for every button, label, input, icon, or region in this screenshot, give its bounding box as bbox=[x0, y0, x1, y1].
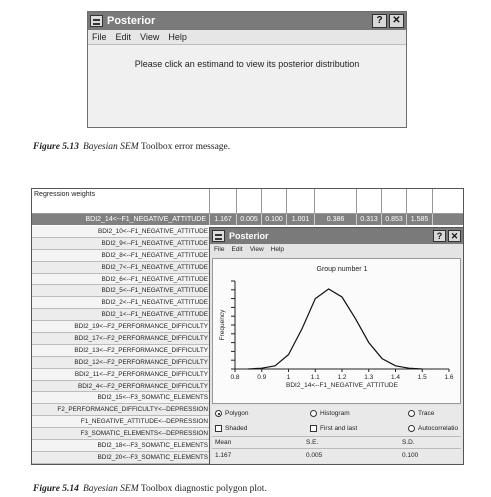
caption-italic: Bayesian SEM bbox=[82, 142, 139, 152]
caption-fig-5-13 bbox=[33, 142, 230, 152]
shaded-checkbox[interactable] bbox=[215, 425, 222, 432]
selected-row[interactable] bbox=[32, 214, 463, 225]
table-row[interactable]: BDI2_15<--F3_SOMATIC_ELEMENTS bbox=[32, 392, 210, 404]
table-row[interactable]: BDI2_20<--F3_SOMATIC_ELEMENTS bbox=[32, 452, 210, 464]
x-tick-label: 1.1 bbox=[310, 374, 320, 381]
trace-radio[interactable] bbox=[408, 410, 415, 417]
menu-help[interactable]: Help bbox=[168, 32, 187, 42]
trace-option[interactable] bbox=[408, 410, 434, 417]
polygon-option[interactable] bbox=[215, 410, 249, 417]
options-panel bbox=[212, 406, 461, 463]
polygon-series-line bbox=[248, 289, 422, 369]
x-tick-label: 1.4 bbox=[390, 374, 401, 381]
chart-title: Group number 1 bbox=[316, 266, 368, 273]
cell-mean: 1.167 bbox=[210, 214, 237, 225]
table-row[interactable]: BDI2_5<--F1_NEGATIVE_ATTITUDE bbox=[32, 285, 210, 297]
table-row[interactable]: BDI2_19<--F2_PERFORMANCE_DIFFICULTY bbox=[32, 321, 210, 333]
app-icon bbox=[90, 15, 103, 27]
help-button[interactable]: ? bbox=[433, 230, 446, 242]
table-row[interactable]: F3_SOMATIC_ELEMENTS<--DEPRESSION bbox=[32, 428, 210, 440]
autocorrelation-option[interactable] bbox=[408, 425, 458, 432]
polygon-radio[interactable] bbox=[215, 410, 222, 417]
x-tick-label: 0.9 bbox=[257, 374, 267, 381]
shaded-option[interactable] bbox=[215, 425, 247, 432]
table-row[interactable]: BDI2_1<--F1_NEGATIVE_ATTITUDE bbox=[32, 309, 210, 321]
table-row[interactable]: BDI2_7<--F1_NEGATIVE_ATTITUDE bbox=[32, 262, 210, 274]
shaded-label: Shaded bbox=[225, 425, 248, 432]
sd-label: S.D. bbox=[402, 439, 415, 446]
mean-value: 1.167 bbox=[215, 452, 232, 459]
menu-edit[interactable]: Edit bbox=[115, 32, 132, 42]
histogram-radio[interactable] bbox=[310, 410, 317, 417]
help-button[interactable]: ? bbox=[372, 14, 387, 28]
divider bbox=[212, 436, 461, 437]
caption-text: Toolbox error message. bbox=[140, 142, 231, 152]
x-tick-label: 1 bbox=[286, 374, 291, 381]
divider bbox=[212, 448, 461, 449]
autocorrelation-label: Autocorrelatio bbox=[418, 425, 459, 432]
table-row[interactable]: BDI2_13<--F2_PERFORMANCE_DIFFICULTY bbox=[32, 345, 210, 357]
trace-label: Trace bbox=[418, 410, 435, 417]
menu-bar bbox=[88, 30, 406, 45]
menu-file[interactable]: File bbox=[92, 32, 107, 42]
title-bar bbox=[210, 228, 463, 244]
histogram-label: Histogram bbox=[320, 410, 350, 417]
histogram-option[interactable] bbox=[310, 410, 350, 417]
x-axis-label: BDI2_14<--F1_NEGATIVE_ATTITUDE bbox=[286, 382, 398, 389]
table-row[interactable]: BDI2_11<--F2_PERFORMANCE_DIFFICULTY bbox=[32, 369, 210, 381]
row-labels bbox=[32, 226, 210, 464]
window-body bbox=[88, 45, 406, 127]
posterior-window-error bbox=[87, 11, 407, 128]
y-axis-label: Frequency bbox=[219, 309, 226, 341]
menu-view[interactable]: View bbox=[249, 246, 264, 253]
window-title: Posterior bbox=[229, 231, 269, 241]
cell-cs: 1.001 bbox=[287, 214, 315, 225]
table-row[interactable]: BDI2_17<--F2_PERFORMANCE_DIFFICULTY bbox=[32, 333, 210, 345]
title-bar bbox=[88, 12, 406, 30]
se-value: 0.005 bbox=[306, 452, 323, 459]
x-tick-label: 0.8 bbox=[230, 374, 240, 381]
x-tick-label: 1.2 bbox=[337, 374, 347, 381]
x-tick-label: 1.3 bbox=[364, 374, 374, 381]
table-row[interactable]: BDI2_8<--F1_NEGATIVE_ATTITUDE bbox=[32, 250, 210, 262]
close-button[interactable]: ✕ bbox=[389, 14, 404, 28]
caption-number: Figure 5.14 bbox=[33, 484, 79, 494]
close-button[interactable]: ✕ bbox=[448, 230, 461, 242]
grid-header-cells bbox=[210, 189, 463, 214]
cell-se: 0.005 bbox=[237, 214, 262, 225]
table-row[interactable]: BDI2_6<--F1_NEGATIVE_ATTITUDE bbox=[32, 274, 210, 286]
table-row[interactable]: F2_PERFORMANCE_DIFFICULTY<--DEPRESSION bbox=[32, 404, 210, 416]
menu-edit[interactable]: Edit bbox=[231, 246, 243, 253]
app-icon bbox=[212, 230, 225, 242]
error-message: Please click an estimand to view its posterior distribution bbox=[134, 59, 360, 69]
table-row[interactable]: BDI2_10<--F1_NEGATIVE_ATTITUDE bbox=[32, 226, 210, 238]
plot-area bbox=[212, 258, 461, 404]
menu-view[interactable]: View bbox=[140, 32, 160, 42]
first-last-checkbox[interactable] bbox=[310, 425, 317, 432]
caption-italic: Bayesian SEM bbox=[82, 484, 139, 494]
mean-label: Mean bbox=[215, 439, 232, 446]
table-row[interactable]: BDI2_12<--F2_PERFORMANCE_DIFFICULTY bbox=[32, 357, 210, 369]
x-tick-label: 1.6 bbox=[444, 374, 454, 381]
se-label: S.E. bbox=[306, 439, 319, 446]
sd-value: 0.100 bbox=[402, 452, 419, 459]
table-row[interactable]: BDI2_9<--F1_NEGATIVE_ATTITUDE bbox=[32, 238, 210, 250]
table-row[interactable]: BDI2_18<--F3_SOMATIC_ELEMENTS bbox=[32, 440, 210, 452]
cell-kurt: 0.313 bbox=[357, 214, 382, 225]
autocorrelation-radio[interactable] bbox=[408, 425, 415, 432]
menu-bar bbox=[210, 244, 463, 255]
polygon-chart bbox=[213, 259, 460, 403]
first-last-option[interactable] bbox=[310, 425, 357, 432]
table-row[interactable]: BDI2_4<--F2_PERFORMANCE_DIFFICULTY bbox=[32, 381, 210, 393]
table-row[interactable]: BDI2_2<--F1_NEGATIVE_ATTITUDE bbox=[32, 297, 210, 309]
grid-header: Regression weights bbox=[32, 189, 210, 214]
selected-row-label: BDI2_14<--F1_NEGATIVE_ATTITUDE bbox=[32, 214, 210, 225]
menu-help[interactable]: Help bbox=[270, 246, 285, 253]
caption-text: Toolbox diagnostic polygon plot. bbox=[140, 484, 267, 494]
caption-fig-5-14 bbox=[33, 484, 267, 494]
first-last-label: First and last bbox=[320, 425, 358, 432]
posterior-window-plot bbox=[209, 227, 464, 465]
cell-max: 1.585 bbox=[407, 214, 433, 225]
x-tick-label: 1.5 bbox=[417, 374, 427, 381]
menu-file[interactable]: File bbox=[214, 246, 225, 253]
caption-number: Figure 5.13 bbox=[33, 142, 79, 152]
cell-sd: 0.100 bbox=[262, 214, 287, 225]
window-title: Posterior bbox=[107, 15, 156, 27]
table-row[interactable]: F1_NEGATIVE_ATTITUDE<--DEPRESSION bbox=[32, 416, 210, 428]
cell-skew: 0.386 bbox=[315, 214, 357, 225]
polygon-label: Polygon bbox=[225, 410, 249, 417]
cell-min: 0.853 bbox=[382, 214, 407, 225]
